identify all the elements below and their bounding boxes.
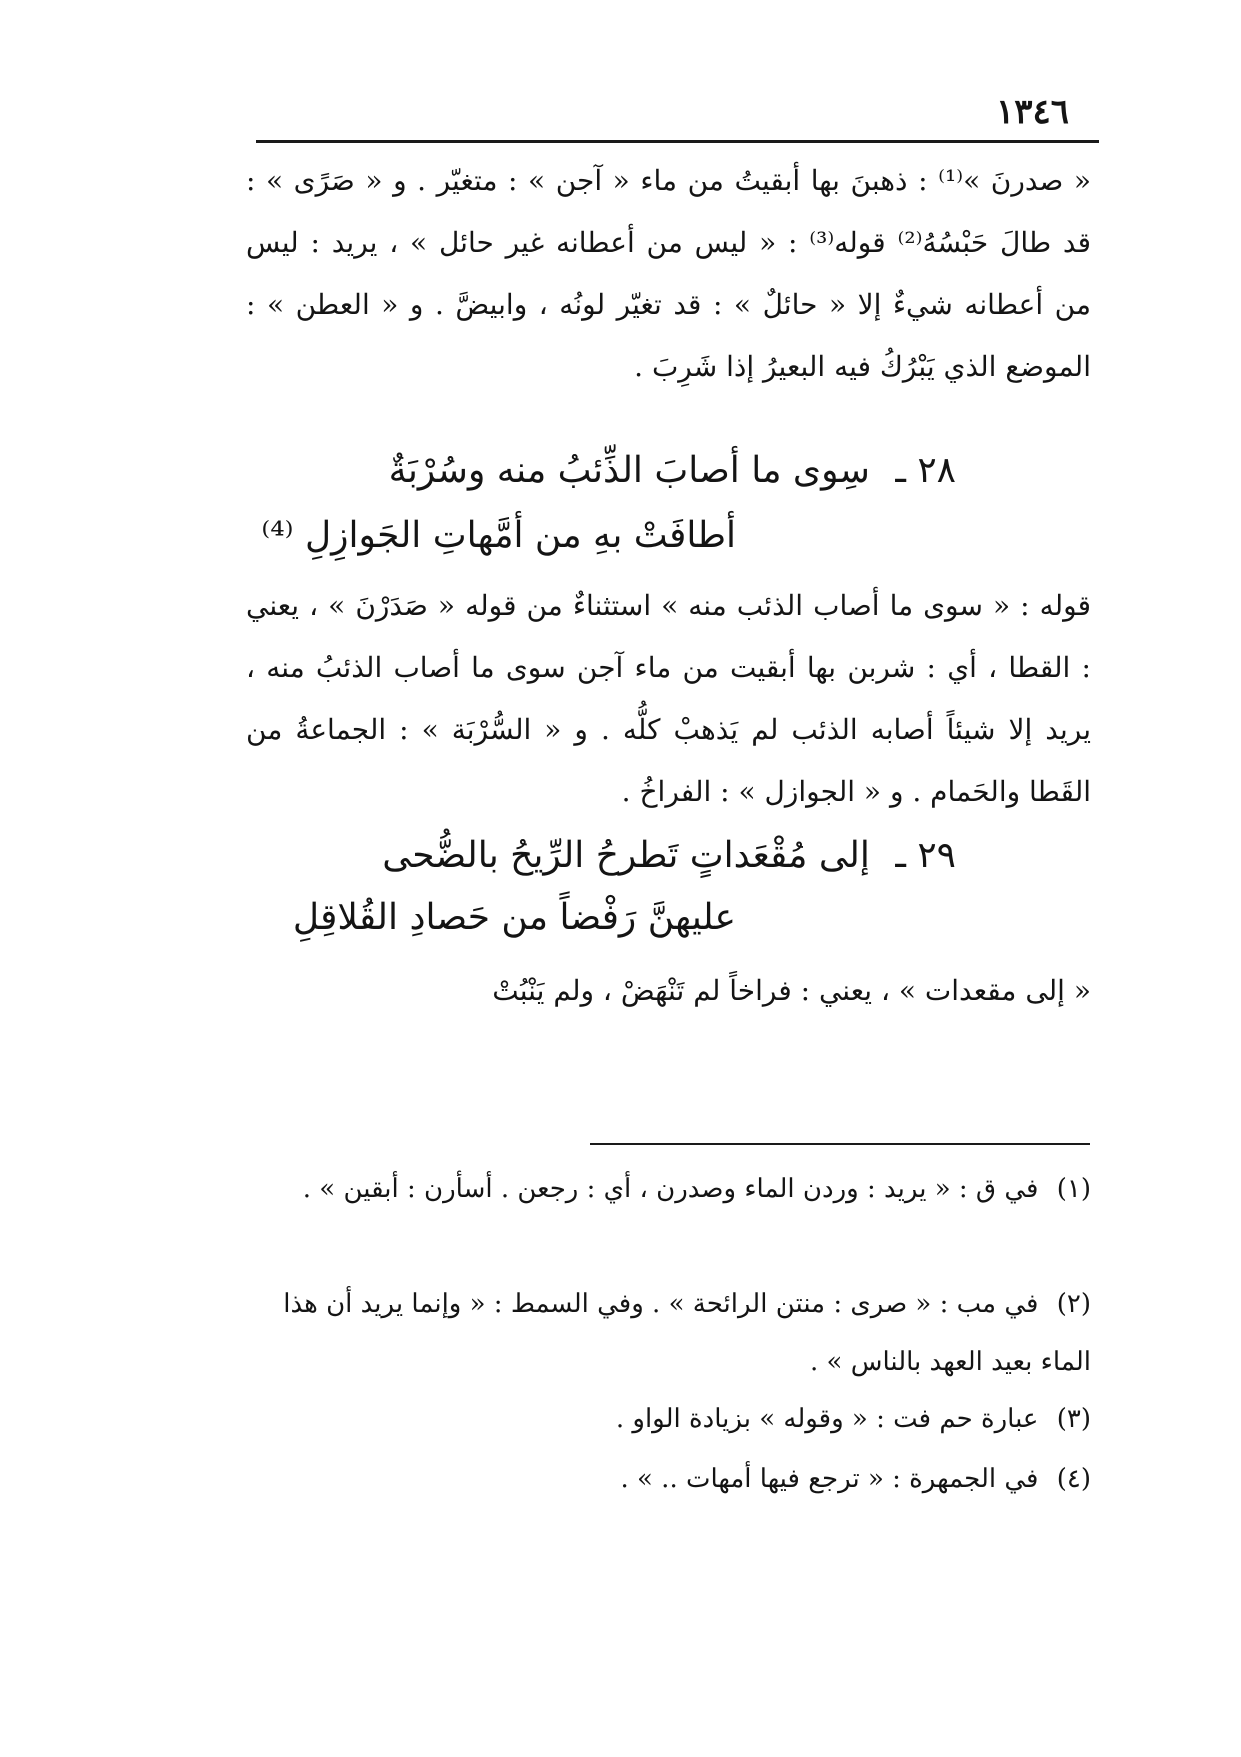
footnote-2-text: في مب : « صرى : منتن الرائحة » . وفي السمط : « وإنما يريد أن هذا الماء بعيد العهد بالناس » . (283, 1289, 1091, 1377)
footnote-4-number: (٤) (1056, 1464, 1091, 1494)
footnote-2 (246, 1275, 1091, 1391)
page-number: ١٣٤٦ (995, 92, 1069, 132)
verse-29-first-hemistich (382, 835, 956, 876)
verse-28-line-2: أطافَتْ بهِ من أمَّهاتِ الجَوازِلِ ⁽⁴⁾ (261, 515, 736, 556)
verse-29-line-1: إلى مُقْعَداتٍ تَطرحُ الرِّيحُ بالضُّحى (382, 835, 870, 876)
verse-28-number: ٢٨ ـ (895, 450, 956, 491)
footnote-1-number: (١) (1056, 1174, 1091, 1204)
verse-29-number: ٢٩ ـ (895, 835, 956, 876)
footnote-3 (246, 1390, 1091, 1448)
commentary-paragraph-2: قوله : « سوى ما أصاب الذئب منه » استثناءٌ من قوله « صَدَرْنَ » ، يعني : القطا ، أي : شربن بها أبقيت من ماء آجن سوى ما أصاب الذئبُ منه ، يريد إلا شيئاً أصابه الذئب لم يَذهبْ كلُّه . و « السُّرْبَة » : الجماعةُ من القَطا والحَمام . و « الجوازل » : الفراخُ . (246, 589, 1091, 808)
footnote-1 (246, 1160, 1091, 1218)
verse-29-line-2: عليهنَّ رَفْضاً من حَصادِ القُلاقِلِ (292, 897, 736, 938)
footnote-4-text: في الجمهرة : « ترجع فيها أمهات .. » . (620, 1464, 1039, 1494)
footnote-1-text: في ق : « يريد : وردن الماء وصدرن ، أي : رجعن . أسأرن : أبقين » . (302, 1174, 1039, 1204)
verse-28-first-hemistich (389, 450, 956, 491)
footnote-2-number: (٢) (1056, 1289, 1091, 1319)
footnote-3-number: (٣) (1056, 1404, 1091, 1434)
footnote-4 (246, 1450, 1091, 1508)
commentary-paragraph-3: « إلى مقعدات » ، يعني : فراخاً لم تَنْهَضْ ، ولم يَنْبُتْ (492, 974, 1091, 1007)
verse-28-line-1: سِوى ما أصابَ الذِّئبُ منه وسُرْبَةٌ (388, 450, 870, 491)
footnote-rule (590, 1143, 1090, 1145)
header-rule (256, 140, 1099, 143)
footnote-3-text: عبارة حم فت : « وقوله » بزيادة الواو . (615, 1404, 1039, 1434)
commentary-paragraph-1: « صدرنَ »⁽¹⁾ : ذهبنَ بها أبقيتُ من ماء « آجن » : متغيّر . و « صَرًى » : قد طالَ حَبْسُهُ⁽²⁾ قوله⁽³⁾ : « ليس من أعطانه غير حائل » ، يريد : ليس من أعطانه شيءٌ إلا « حائلٌ » : قد تغيّر لونُه ، وابيضَّ . و « العطن » : الموضع الذي يَبْرُكُ فيه البعيرُ إذا شَرِبَ . (246, 164, 1092, 383)
